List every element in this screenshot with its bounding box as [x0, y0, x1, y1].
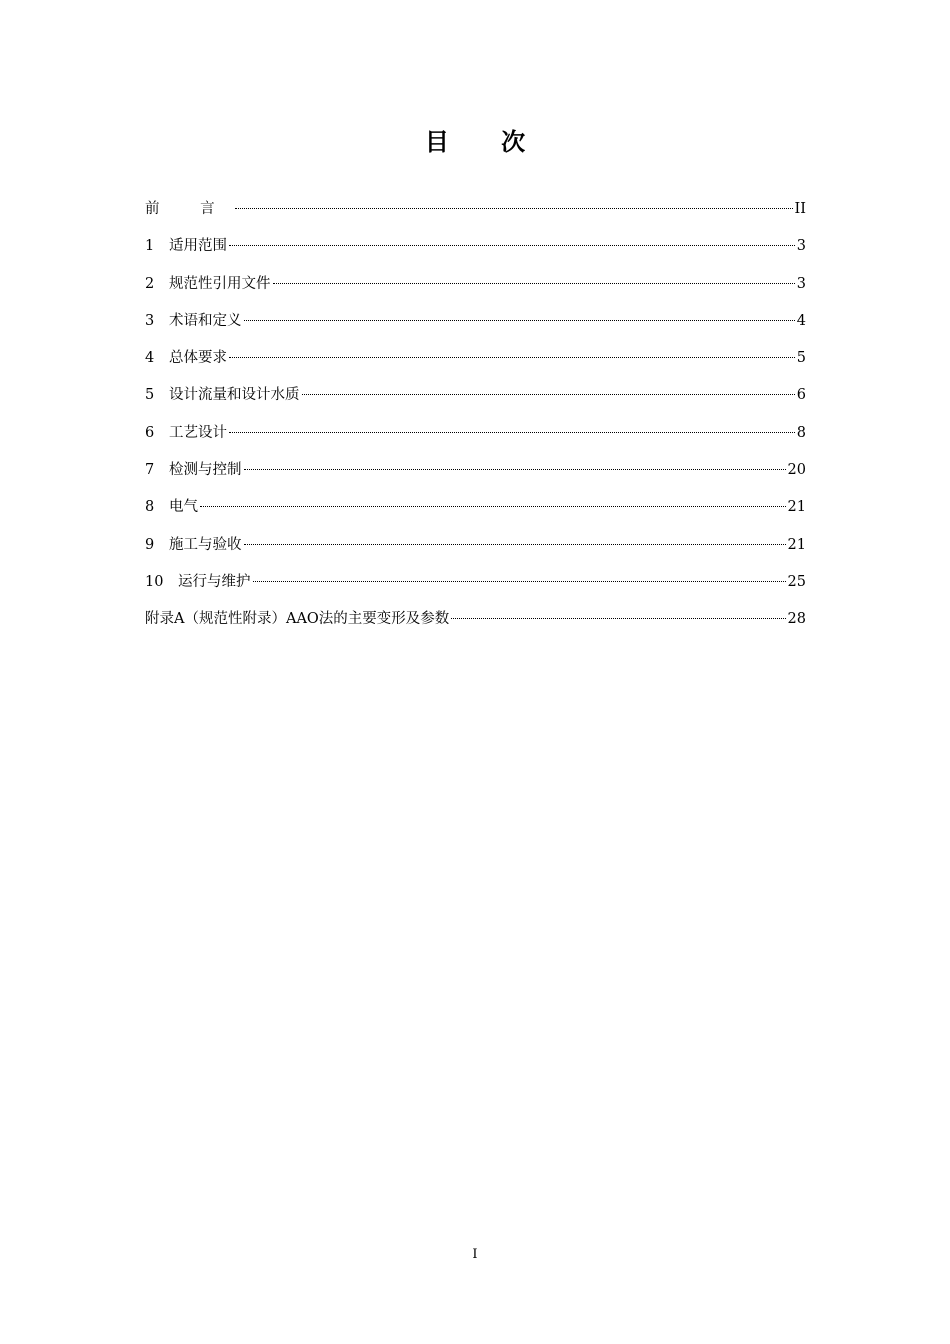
toc-entry-label: 适用范围 [169, 238, 227, 255]
toc-entry-page: 6 [796, 387, 806, 404]
page-title: 目 次 [424, 128, 548, 156]
toc-entry-label: 总体要求 [169, 350, 227, 367]
toc-entry-label: 运行与维护 [178, 573, 251, 590]
toc-entry-label: 检测与控制 [169, 462, 242, 479]
toc-entry-label: 工艺设计 [169, 424, 227, 441]
toc-dot-leader [244, 468, 786, 470]
toc-entry-label: 附录A（规范性附录）AAO法的主要变形及参数 [145, 611, 450, 628]
toc-dot-leader [244, 543, 786, 545]
toc-entry-page: 8 [796, 424, 806, 441]
toc-dot-leader [229, 431, 795, 433]
toc-entry-2[interactable] [145, 272, 806, 309]
toc-entry-label: 术语和定义 [169, 312, 242, 329]
toc-entry-8[interactable] [145, 495, 806, 532]
toc-dot-leader [253, 580, 786, 582]
toc-entry-number: 3 [145, 312, 155, 329]
toc-dot-leader [302, 393, 795, 395]
toc-entry-number: 9 [145, 536, 155, 553]
toc-entry-3[interactable] [145, 309, 806, 346]
toc-entry-10[interactable] [145, 570, 806, 607]
toc-entry-5[interactable] [145, 383, 806, 420]
toc-entry-1[interactable] [145, 234, 806, 271]
toc-entry-number: 2 [145, 275, 155, 292]
toc-entry-number: 7 [145, 462, 155, 479]
toc-entry-label: 电气 [169, 499, 198, 516]
toc-entry-page: 21 [787, 499, 806, 516]
toc-entry-6[interactable] [145, 421, 806, 458]
toc-entry-7[interactable] [145, 458, 806, 495]
toc-entry-number: 4 [145, 350, 155, 367]
toc-entry-page: 3 [796, 275, 806, 292]
toc-entry-page: 21 [787, 536, 806, 553]
toc-entry-page: 25 [787, 573, 806, 590]
toc-dot-leader [229, 244, 795, 246]
toc-entry-foreword[interactable] [145, 197, 806, 234]
toc-entry-page: 20 [787, 462, 806, 479]
toc-entry-page: 28 [787, 611, 806, 628]
toc-entry-number: 10 [145, 573, 164, 590]
toc-entry-page: 4 [796, 312, 806, 329]
toc-dot-leader [244, 319, 795, 321]
toc-entry-label: 设计流量和设计水质 [169, 387, 300, 404]
toc-dot-leader [200, 505, 786, 507]
toc-entry-label: 规范性引用文件 [169, 275, 271, 292]
toc-entry-label: 施工与验收 [169, 536, 242, 553]
toc-entry-appendix-a[interactable] [145, 607, 806, 644]
toc-entry-number: 1 [145, 238, 155, 255]
toc-entry-page: 5 [796, 350, 806, 367]
toc-entry-page: II [794, 201, 806, 217]
toc-entry-number: 6 [145, 424, 155, 441]
toc-dot-leader [229, 356, 795, 358]
toc-entry-number: 8 [145, 499, 155, 516]
toc-dot-leader [451, 617, 785, 619]
table-of-contents [145, 197, 806, 645]
toc-entry-4[interactable] [145, 346, 806, 383]
toc-entry-9[interactable] [145, 533, 806, 570]
footer-page-number: I [472, 1247, 478, 1262]
toc-entry-number: 5 [145, 387, 155, 404]
toc-entry-label: 前 言 [145, 201, 233, 217]
toc-dot-leader [235, 207, 793, 209]
toc-dot-leader [273, 282, 795, 284]
toc-entry-page: 3 [796, 238, 806, 255]
